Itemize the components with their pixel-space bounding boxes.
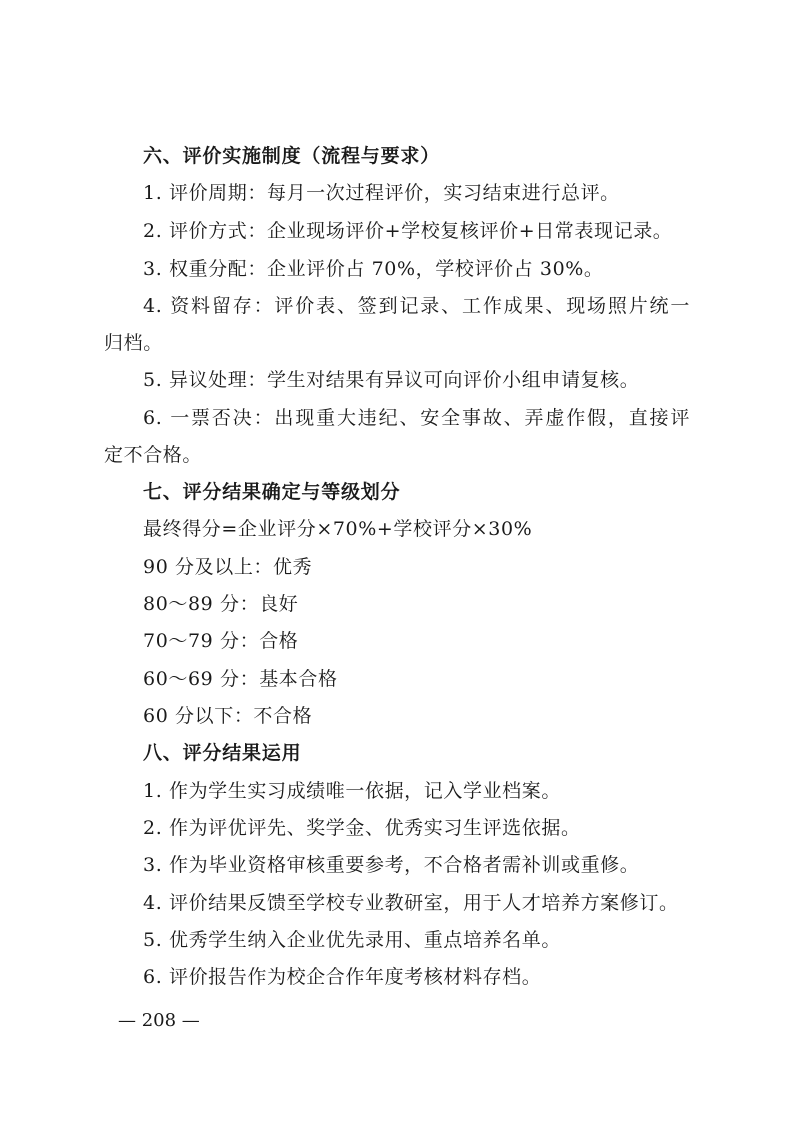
section-7-grade-excellent: 90 分及以上：优秀 [143, 556, 313, 578]
section-7-grade-good: 80～89 分：良好 [143, 593, 299, 615]
section-6-item-1: 1. 评价周期：每月一次过程评价，实习结束进行总评。 [143, 182, 620, 204]
section-6-item-6-continued: 定不合格。 [104, 444, 203, 466]
section-8-item-1: 1. 作为学生实习成绩唯一依据，记入学业档案。 [143, 780, 561, 802]
section-6-heading: 六、评价实施制度（流程与要求） [143, 145, 441, 167]
section-8-heading: 八、评分结果运用 [143, 742, 302, 764]
section-6-item-6: 6. 一票否决：出现重大违纪、安全事故、弄虚作假，直接评 [143, 407, 690, 429]
page-number: — 208 — [118, 1010, 200, 1031]
section-7-grade-basic-pass: 60～69 分：基本合格 [143, 668, 338, 690]
section-8-item-3: 3. 作为毕业资格审核重要参考，不合格者需补训或重修。 [143, 854, 640, 876]
section-6-item-4-continued: 归档。 [104, 332, 163, 354]
section-7-grade-pass: 70～79 分：合格 [143, 630, 299, 652]
section-8-item-6: 6. 评价报告作为校企合作年度考核材料存档。 [143, 966, 542, 988]
section-7-formula: 最终得分=企业评分×70%+学校评分×30% [143, 518, 533, 540]
section-8-item-5: 5. 优秀学生纳入企业优先录用、重点培养名单。 [143, 929, 561, 951]
section-7-grade-fail: 60 分以下：不合格 [143, 705, 313, 727]
section-7-heading: 七、评分结果确定与等级划分 [143, 481, 401, 503]
section-6-item-3: 3. 权重分配：企业评价占 70%，学校评价占 30%。 [143, 258, 604, 280]
section-8-item-4: 4. 评价结果反馈至学校专业教研室，用于人才培养方案修订。 [143, 892, 679, 914]
section-8-item-2: 2. 作为评优评先、奖学金、优秀实习生评选依据。 [143, 817, 581, 839]
section-6-item-4: 4. 资料留存：评价表、签到记录、工作成果、现场照片统一 [143, 295, 690, 317]
section-6-item-2: 2. 评价方式：企业现场评价+学校复核评价+日常表现记录。 [143, 220, 673, 242]
section-6-item-5: 5. 异议处理：学生对结果有异议可向评价小组申请复核。 [143, 369, 640, 391]
